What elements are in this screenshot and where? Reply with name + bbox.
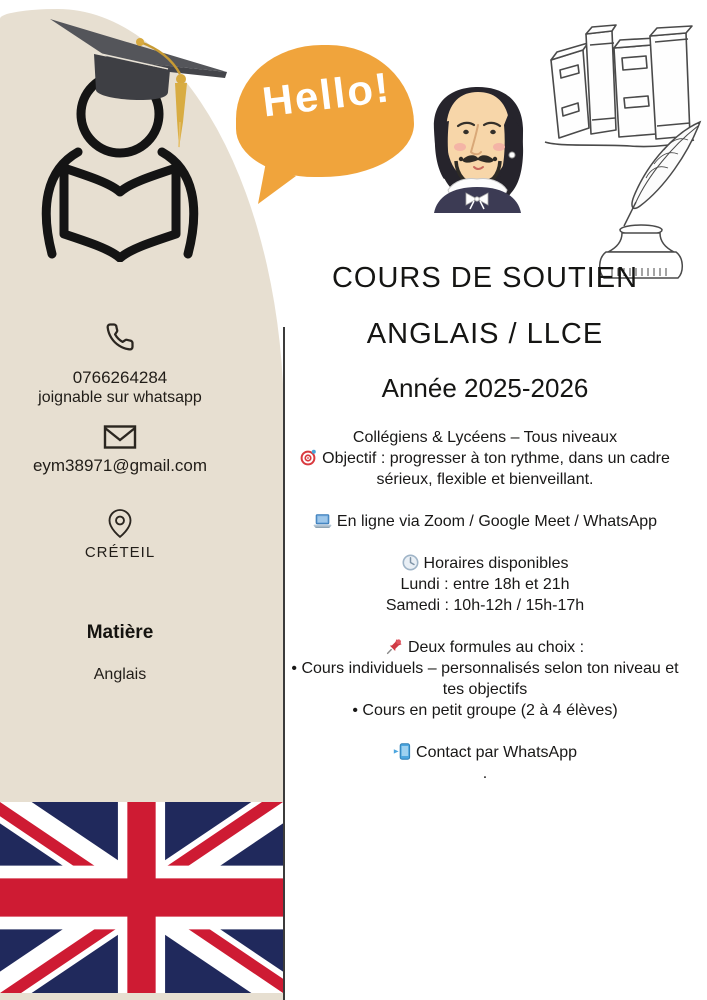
city: CRÉTEIL — [84, 544, 156, 561]
uk-flag — [0, 802, 283, 993]
mobile-phone-arrow-icon — [393, 743, 411, 760]
email: eym38971@gmail.com — [32, 456, 208, 475]
graduation-cap-icon — [40, 8, 232, 150]
objective-line1: Objectif : progresser à ton rythme, dans un cadre — [280, 448, 690, 469]
phone-note: joignable sur whatsapp — [38, 389, 202, 406]
mail-icon — [102, 422, 138, 452]
vertical-divider — [283, 327, 285, 1000]
schedule-monday: Lundi : entre 18h et 21h — [400, 576, 570, 593]
phone-number: 0766264284 — [72, 368, 168, 387]
formulas-section — [280, 637, 690, 721]
formulas-title: Deux formules au choix : — [280, 637, 690, 658]
year-line: Année 2025-2026 — [381, 373, 589, 403]
page-subtitle: ANGLAIS / LLCE — [366, 318, 604, 350]
mail-icon-wrap — [0, 422, 240, 457]
clock-icon — [402, 554, 419, 571]
formula-individual-line2: tes objectifs — [442, 681, 528, 698]
contact-section — [280, 742, 690, 784]
online-text: En ligne via Zoom / Google Meet / WhatsApp — [280, 511, 690, 532]
schedule-section — [280, 553, 690, 616]
audience-section — [280, 427, 690, 490]
pushpin-icon — [386, 638, 403, 655]
objective-line2: sérieux, flexible et bienveillant. — [376, 471, 594, 488]
hello-text: Hello! — [259, 63, 394, 126]
formula-individual-line1: • Cours individuels – personnalisés selon ton niveau et — [291, 660, 679, 677]
map-pin-icon-wrap — [0, 506, 240, 547]
contact-text: Contact par WhatsApp — [280, 742, 690, 763]
page-title: COURS DE SOUTIEN — [331, 262, 639, 294]
formula-group: • Cours en petit groupe (2 à 4 élèves) — [352, 702, 618, 719]
audience-text: Collégiens & Lycéens – Tous niveaux — [352, 429, 618, 446]
main-content — [280, 0, 690, 784]
schedule-title: Horaires disponibles — [280, 553, 690, 574]
map-pin-icon — [106, 506, 134, 542]
phone-icon-wrap — [0, 322, 240, 357]
subject-label: Matière — [86, 622, 154, 643]
laptop-icon — [313, 514, 332, 529]
phone-icon — [105, 322, 135, 352]
schedule-saturday: Samedi : 10h-12h / 15h-17h — [385, 597, 585, 614]
online-section — [280, 511, 690, 532]
target-icon — [300, 449, 317, 466]
subject-value: Anglais — [93, 666, 147, 683]
trailing-dot: . — [482, 765, 488, 782]
